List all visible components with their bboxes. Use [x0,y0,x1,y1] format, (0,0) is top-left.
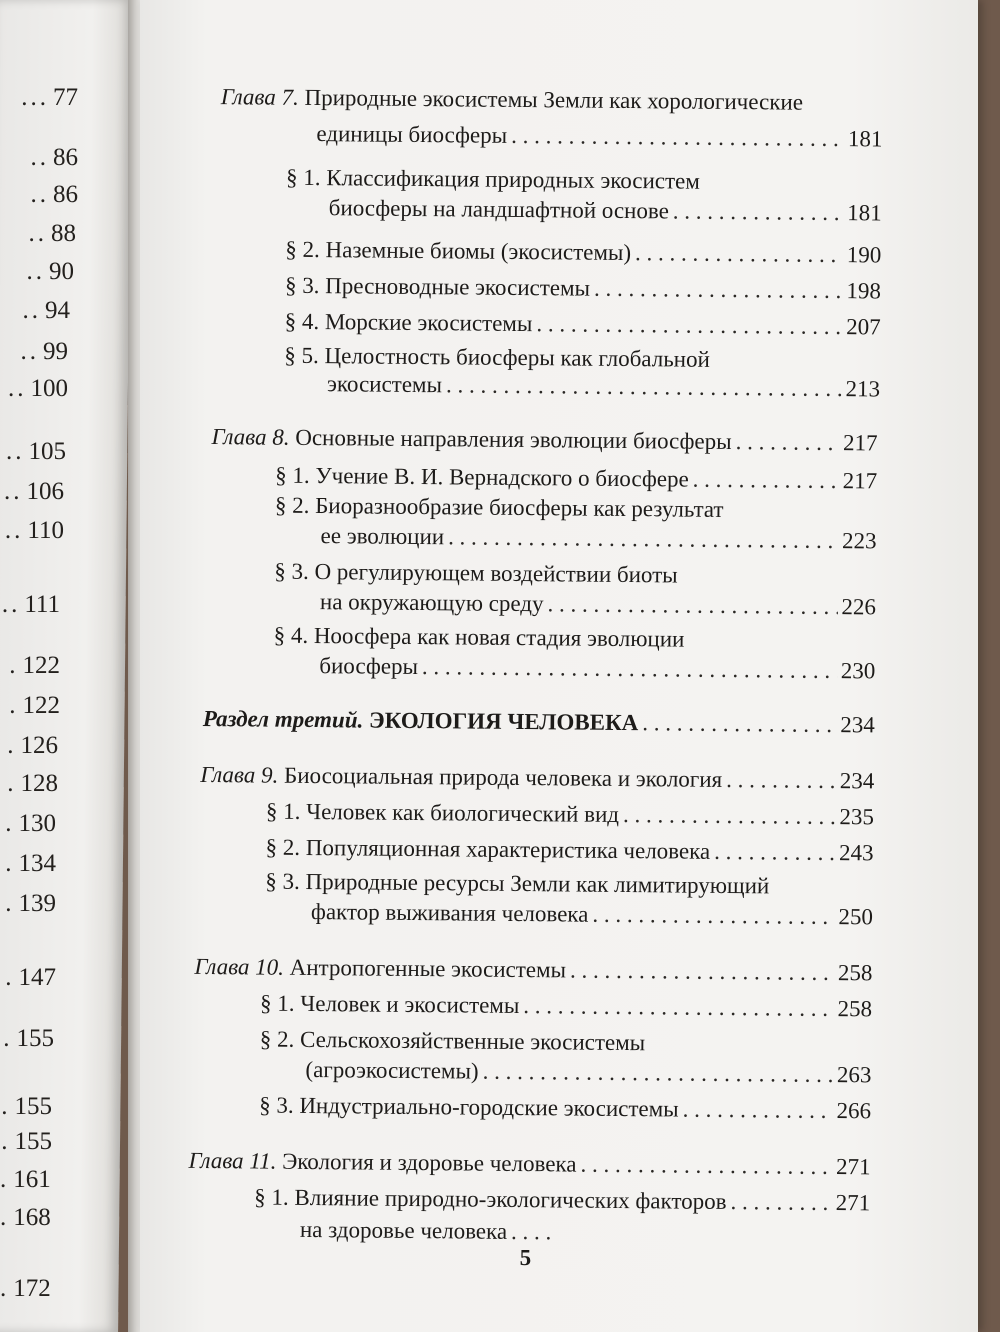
toc-entry: § 1. Учение В. И. Вернадского о биосфере . . . 217 [275,464,877,493]
toc-entry: биосферы . . . 230 [319,654,875,682]
toc-entry: Глава 10. Антропогенные экосистемы . . . 258 [194,955,872,985]
left-number: . 155 [1,1093,52,1120]
left-number: . 122 [9,652,60,679]
toc-entry: единицы биосферы . . . 181 [316,122,882,150]
left-number: . 130 [5,810,56,837]
toc-section-title: § 1. Классификация природных экосистем [285,164,701,194]
left-number: .. 86 [30,181,78,208]
left-number: . 172 [0,1275,51,1302]
toc-section-title: § 3. Природные ресурсы Земли как лимитирующий [265,868,770,899]
left-number: .. 106 [4,478,64,505]
toc-entry: биосферы на ландшафтной основе . . . 181 [329,196,882,224]
left-number: .. 105 [6,438,66,465]
toc-section-title: § 2. Сельскохозяйственные экосистемы [259,1026,646,1056]
left-number: .. 88 [28,220,76,247]
toc-entry: на окружающую среду . . . 226 [320,590,876,618]
toc-entry: § 1. Человек как биологический вид . . . 235 [266,800,874,829]
toc-section-title: § 3. О регулирующем воздействии биоты [274,558,678,588]
left-number: . 139 [5,890,56,917]
toc-entry: Глава 8. Основные направления эволюции биосферы . . . 217 [211,425,877,454]
left-number: .. 90 [26,258,74,285]
toc-entry: Глава 11. Экология и здоровье человека . . . 271 [188,1149,870,1179]
left-number: .. 94 [22,297,70,324]
left-number: .. 100 [8,375,68,402]
left-number: ... 77 [21,84,78,111]
toc-entry: § 4. Морские экосистемы . . . 207 [285,310,881,339]
left-number: . 128 [7,770,58,797]
left-number: .. 86 [30,144,78,171]
toc-entry: (агроэкосистемы) . . . 263 [305,1058,871,1086]
left-number: . 147 [5,964,56,991]
left-number: .. 99 [20,338,68,365]
left-number: . 168 [0,1204,51,1231]
toc-chapter-title: Глава 7. Природные экосистемы Земли как хорологические [220,84,804,115]
toc-entry: ее эволюции . . . 223 [320,524,876,552]
toc-entry: § 2. Наземные биомы (экосистемы) . . . 190 [285,238,881,267]
left-number: . 155 [3,1025,54,1052]
toc-section-title: § 2. Биоразнообразие биосферы как результат [274,492,724,522]
left-number: . 155 [1,1128,52,1155]
left-number: .. 110 [4,517,64,544]
left-number: . 161 [0,1166,51,1193]
page-number: 5 [519,1245,532,1271]
toc-entry: фактор выживания человека . . . 250 [311,900,873,928]
toc-entry: на здоровье человека . . . [300,1218,560,1243]
toc-entry: экосистемы . . . 213 [327,372,880,400]
toc-entry: § 2. Популяционная характеристика человека . . . 243 [266,836,874,865]
toc-part-entry: Раздел третий. ЭКОЛОГИЯ ЧЕЛОВЕКА . . . 234 [203,707,875,736]
toc-entry: § 3. Индустриально-городские экосистемы . . . 266 [259,1094,871,1123]
toc-entry: § 1. Человек и экосистемы . . . 258 [260,992,872,1021]
left-number: . 126 [7,732,58,759]
toc-entry: § 1. Влияние природно-экологических факторов . . . 271 [254,1185,870,1214]
toc-entry: § 3. Пресноводные экосистемы . . . 198 [285,274,881,303]
toc-entry: Глава 9. Биосоциальная природа человека и экология . . . 234 [200,763,874,792]
left-number: . 122 [9,692,60,719]
toc-section-title: § 4. Ноосфера как новая стадия эволюции [273,622,685,652]
left-number: .. 111 [1,591,60,618]
toc-section-title: § 5. Целостность биосферы как глобальной [284,342,710,372]
left-number: . 134 [5,850,56,877]
